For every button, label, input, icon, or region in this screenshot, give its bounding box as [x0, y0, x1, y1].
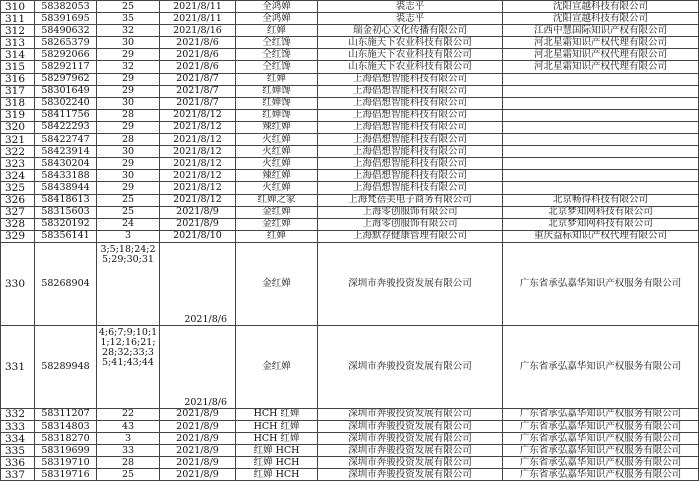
class-number-cell: 25 — [97, 206, 160, 218]
agency-name-cell: 广东省承弘嘉华知识产权服务有限公司 — [503, 433, 699, 445]
registration-number-cell: 58382053 — [35, 1, 97, 13]
row-number-cell: 321 — [1, 134, 35, 146]
agency-name-cell — [503, 158, 699, 170]
trademark-name-cell: 火红婵 — [236, 158, 318, 170]
agency-name-cell: 北京梦知网科技有限公司 — [503, 206, 699, 218]
trademark-name-cell: HCH 红婵 — [236, 420, 318, 432]
applicant-name-cell: 深圳市奔骏投资发展有限公司 — [318, 433, 503, 445]
class-number-cell: 29 — [97, 49, 160, 61]
trademark-name-cell: 红婵 HCH — [236, 445, 318, 457]
trademark-name-cell: 红婵馋 — [236, 85, 318, 97]
agency-name-cell: 沈阳宣越科技有限公司 — [503, 1, 699, 13]
table-row — [1, 97, 699, 109]
registration-number-cell: 58438944 — [35, 182, 97, 194]
registration-number-cell: 58318270 — [35, 433, 97, 445]
agency-name-cell — [503, 97, 699, 109]
agency-name-cell: 重庆益标知识产权代理有限公司 — [503, 230, 699, 242]
agency-name-cell: 北京畅得科技有限公司 — [503, 194, 699, 206]
applicant-name-cell: 深圳市奔骏投资发展有限公司 — [318, 420, 503, 432]
applicant-name-cell: 上海倡想智能科技有限公司 — [318, 170, 503, 182]
table-row — [1, 73, 699, 85]
class-number-cell: 4;6;7;9;10;11;12;16;21;28;32;33;35;41;43;44 — [97, 325, 160, 408]
registration-number-cell: 58311207 — [35, 408, 97, 420]
row-number-cell: 328 — [1, 218, 35, 230]
registration-number-cell: 58314803 — [35, 420, 97, 432]
application-date-cell: 2021/8/9 — [160, 420, 236, 432]
row-number-cell: 320 — [1, 121, 35, 133]
row-number-cell: 335 — [1, 445, 35, 457]
registration-number-cell: 58490632 — [35, 25, 97, 37]
applicant-name-cell: 上海零创服饰有限公司 — [318, 206, 503, 218]
trademark-name-cell: 红婵 — [236, 230, 318, 242]
row-number-cell: 313 — [1, 37, 35, 49]
trademark-name-cell: 红婵馋 — [236, 97, 318, 109]
application-date-cell: 2021/8/9 — [160, 206, 236, 218]
row-number-cell: 330 — [1, 242, 35, 325]
class-number-cell: 29 — [97, 85, 160, 97]
applicant-name-cell: 裘志平 — [318, 13, 503, 25]
registration-number-cell: 58411756 — [35, 109, 97, 121]
application-date-cell: 2021/8/12 — [160, 182, 236, 194]
table-row — [1, 242, 699, 325]
application-date-cell: 2021/8/6 — [160, 37, 236, 49]
registration-number-cell: 58356141 — [35, 230, 97, 242]
table-row — [1, 158, 699, 170]
applicant-name-cell: 上海倡想智能科技有限公司 — [318, 121, 503, 133]
class-number-cell: 3 — [97, 433, 160, 445]
application-date-cell: 2021/8/6 — [160, 325, 236, 408]
agency-name-cell — [503, 121, 699, 133]
registration-number-cell: 58315603 — [35, 206, 97, 218]
registration-number-cell: 58265379 — [35, 37, 97, 49]
row-number-cell: 311 — [1, 13, 35, 25]
row-number-cell: 317 — [1, 85, 35, 97]
applicant-name-cell: 上海倡想智能科技有限公司 — [318, 85, 503, 97]
registration-number-cell: 58319699 — [35, 445, 97, 457]
registration-number-cell: 58297962 — [35, 73, 97, 85]
row-number-cell: 333 — [1, 420, 35, 432]
table-row — [1, 49, 699, 61]
agency-name-cell: 广东省承弘嘉华知识产权服务有限公司 — [503, 325, 699, 408]
row-number-cell: 336 — [1, 457, 35, 469]
row-number-cell: 332 — [1, 408, 35, 420]
row-number-cell: 331 — [1, 325, 35, 408]
table-row — [1, 218, 699, 230]
application-date-cell: 2021/8/12 — [160, 134, 236, 146]
table-row — [1, 146, 699, 158]
class-number-cell: 22 — [97, 408, 160, 420]
application-date-cell: 2021/8/9 — [160, 469, 236, 481]
row-number-cell: 325 — [1, 182, 35, 194]
applicant-name-cell: 上海倡想智能科技有限公司 — [318, 146, 503, 158]
application-date-cell: 2021/8/9 — [160, 218, 236, 230]
application-date-cell: 2021/8/12 — [160, 194, 236, 206]
application-date-cell: 2021/8/9 — [160, 457, 236, 469]
row-number-cell: 322 — [1, 146, 35, 158]
agency-name-cell: 广东省承弘嘉华知识产权服务有限公司 — [503, 242, 699, 325]
row-number-cell: 326 — [1, 194, 35, 206]
registration-number-cell: 58289948 — [35, 325, 97, 408]
trademark-name-cell: 火红婵 — [236, 134, 318, 146]
agency-name-cell: 河北星霜知识产权代理有限公司 — [503, 61, 699, 73]
class-number-cell: 30 — [97, 37, 160, 49]
class-number-cell: 32 — [97, 25, 160, 37]
applicant-name-cell: 上海倡想智能科技有限公司 — [318, 182, 503, 194]
agency-name-cell: 广东省承弘嘉华知识产权服务有限公司 — [503, 408, 699, 420]
trademark-name-cell: HCH 红婵 — [236, 433, 318, 445]
trademark-name-cell: 金红婵 — [236, 325, 318, 408]
application-date-cell: 2021/8/9 — [160, 408, 236, 420]
trademark-name-cell: 火红婵 — [236, 146, 318, 158]
registration-number-cell: 58301649 — [35, 85, 97, 97]
table-row — [1, 13, 699, 25]
agency-name-cell — [503, 134, 699, 146]
agency-name-cell: 河北星霜知识产权代理有限公司 — [503, 49, 699, 61]
registration-number-cell: 58292117 — [35, 61, 97, 73]
applicant-name-cell: 山东施天下农业科技有限公司 — [318, 37, 503, 49]
applicant-name-cell: 深圳市奔骏投资发展有限公司 — [318, 469, 503, 481]
applicant-name-cell: 上海倡想智能科技有限公司 — [318, 158, 503, 170]
application-date-cell: 2021/8/11 — [160, 13, 236, 25]
table-row — [1, 194, 699, 206]
applicant-name-cell: 山东施天下农业科技有限公司 — [318, 61, 503, 73]
application-date-cell: 2021/8/12 — [160, 170, 236, 182]
application-date-cell: 2021/8/9 — [160, 445, 236, 457]
row-number-cell: 319 — [1, 109, 35, 121]
table-row — [1, 85, 699, 97]
row-number-cell: 323 — [1, 158, 35, 170]
row-number-cell: 310 — [1, 1, 35, 13]
table-row — [1, 230, 699, 242]
table-row — [1, 433, 699, 445]
class-number-cell: 43 — [97, 420, 160, 432]
application-date-cell: 2021/8/12 — [160, 121, 236, 133]
agency-name-cell: 北京梦知网科技有限公司 — [503, 218, 699, 230]
agency-name-cell: 广东省承弘嘉华知识产权服务有限公司 — [503, 457, 699, 469]
trademark-name-cell: 红婵 HCH — [236, 457, 318, 469]
table-row — [1, 206, 699, 218]
applicant-name-cell: 上海倡想智能科技有限公司 — [318, 97, 503, 109]
row-number-cell: 329 — [1, 230, 35, 242]
class-number-cell: 32 — [97, 61, 160, 73]
registration-number-cell: 58422747 — [35, 134, 97, 146]
trademark-name-cell: 红婵 — [236, 73, 318, 85]
agency-name-cell — [503, 146, 699, 158]
class-number-cell: 25 — [97, 469, 160, 481]
trademark-name-cell: 红婵 — [236, 25, 318, 37]
table-row — [1, 408, 699, 420]
trademark-name-cell: 辣红婵 — [236, 121, 318, 133]
class-number-cell: 28 — [97, 109, 160, 121]
registration-number-cell: 58418613 — [35, 194, 97, 206]
class-number-cell: 25 — [97, 1, 160, 13]
registration-number-cell: 58319710 — [35, 457, 97, 469]
applicant-name-cell: 深圳市奔骏投资发展有限公司 — [318, 445, 503, 457]
class-number-cell: 28 — [97, 134, 160, 146]
agency-name-cell: 河北星霜知识产权代理有限公司 — [503, 37, 699, 49]
table-row — [1, 457, 699, 469]
trademark-name-cell: 金红婵 — [236, 242, 318, 325]
trademark-name-cell: 仝红馋 — [236, 61, 318, 73]
agency-name-cell — [503, 109, 699, 121]
application-date-cell: 2021/8/6 — [160, 242, 236, 325]
trademark-name-cell: 红婵之家 — [236, 194, 318, 206]
application-date-cell: 2021/8/10 — [160, 230, 236, 242]
applicant-name-cell: 山东施天下农业科技有限公司 — [318, 49, 503, 61]
row-number-cell: 334 — [1, 433, 35, 445]
applicant-name-cell: 上海梵蓓美电子商务有限公司 — [318, 194, 503, 206]
class-number-cell: 35 — [97, 13, 160, 25]
table-row — [1, 420, 699, 432]
agency-name-cell — [503, 170, 699, 182]
table-row — [1, 121, 699, 133]
trademark-name-cell: 全鸿婵 — [236, 13, 318, 25]
registration-number-cell: 58430204 — [35, 158, 97, 170]
applicant-name-cell: 深圳市奔骏投资发展有限公司 — [318, 408, 503, 420]
agency-name-cell — [503, 73, 699, 85]
table-body — [1, 1, 699, 481]
applicant-name-cell: 深圳市奔骏投资发展有限公司 — [318, 457, 503, 469]
applicant-name-cell: 裘志平 — [318, 1, 503, 13]
table-row — [1, 109, 699, 121]
class-number-cell: 3;5;18;24;25;29;30;31 — [97, 242, 160, 325]
table-row — [1, 182, 699, 194]
agency-name-cell: 广东省承弘嘉华知识产权服务有限公司 — [503, 420, 699, 432]
applicant-name-cell: 上海零创服饰有限公司 — [318, 218, 503, 230]
table-row — [1, 134, 699, 146]
table-row — [1, 445, 699, 457]
registration-number-cell: 58433188 — [35, 170, 97, 182]
agency-name-cell: 沈阳宣越科技有限公司 — [503, 13, 699, 25]
applicant-name-cell: 深圳市奔骏投资发展有限公司 — [318, 242, 503, 325]
application-date-cell: 2021/8/6 — [160, 61, 236, 73]
application-date-cell: 2021/8/6 — [160, 49, 236, 61]
row-number-cell: 314 — [1, 49, 35, 61]
table-row — [1, 1, 699, 13]
trademark-name-cell: 金红婵 — [236, 218, 318, 230]
application-date-cell: 2021/8/12 — [160, 158, 236, 170]
applicant-name-cell: 深圳市奔骏投资发展有限公司 — [318, 325, 503, 408]
trademark-name-cell: 红婵馋 — [236, 109, 318, 121]
registration-number-cell: 58292066 — [35, 49, 97, 61]
registration-number-cell: 58319716 — [35, 469, 97, 481]
row-number-cell: 312 — [1, 25, 35, 37]
trademark-name-cell: 金红婵 — [236, 206, 318, 218]
class-number-cell: 25 — [97, 194, 160, 206]
table-row — [1, 61, 699, 73]
table-row — [1, 170, 699, 182]
row-number-cell: 318 — [1, 97, 35, 109]
class-number-cell: 3 — [97, 230, 160, 242]
table-row — [1, 325, 699, 408]
trademark-name-cell: 火红婵 — [236, 182, 318, 194]
agency-name-cell: 广东省承弘嘉华知识产权服务有限公司 — [503, 445, 699, 457]
registration-number-cell: 58302240 — [35, 97, 97, 109]
registration-number-cell: 58391695 — [35, 13, 97, 25]
class-number-cell: 29 — [97, 121, 160, 133]
trademark-name-cell: 辣红婵 — [236, 170, 318, 182]
class-number-cell: 29 — [97, 73, 160, 85]
application-date-cell: 2021/8/7 — [160, 97, 236, 109]
class-number-cell: 24 — [97, 218, 160, 230]
registration-number-cell: 58423914 — [35, 146, 97, 158]
row-number-cell: 315 — [1, 61, 35, 73]
application-date-cell: 2021/8/7 — [160, 85, 236, 97]
applicant-name-cell: 上海默存健康管理有限公司 — [318, 230, 503, 242]
registration-number-cell: 58268904 — [35, 242, 97, 325]
applicant-name-cell: 上海倡想智能科技有限公司 — [318, 73, 503, 85]
row-number-cell: 316 — [1, 73, 35, 85]
class-number-cell: 30 — [97, 97, 160, 109]
table-row — [1, 37, 699, 49]
row-number-cell: 337 — [1, 469, 35, 481]
application-date-cell: 2021/8/11 — [160, 1, 236, 13]
class-number-cell: 28 — [97, 457, 160, 469]
application-date-cell: 2021/8/7 — [160, 73, 236, 85]
agency-name-cell — [503, 85, 699, 97]
table-row — [1, 25, 699, 37]
class-number-cell: 29 — [97, 182, 160, 194]
class-number-cell: 30 — [97, 146, 160, 158]
agency-name-cell: 广东省承弘嘉华知识产权服务有限公司 — [503, 469, 699, 481]
applicant-name-cell: 上海倡想智能科技有限公司 — [318, 109, 503, 121]
application-date-cell: 2021/8/12 — [160, 146, 236, 158]
class-number-cell: 33 — [97, 445, 160, 457]
registration-number-cell: 58422293 — [35, 121, 97, 133]
registration-number-cell: 58320192 — [35, 218, 97, 230]
trademark-name-cell: 仝红馋 — [236, 37, 318, 49]
applicant-name-cell: 上海倡想智能科技有限公司 — [318, 134, 503, 146]
class-number-cell: 30 — [97, 170, 160, 182]
class-number-cell: 29 — [97, 158, 160, 170]
row-number-cell: 327 — [1, 206, 35, 218]
trademark-name-cell: 仝红馋 — [236, 49, 318, 61]
application-date-cell: 2021/8/16 — [160, 25, 236, 37]
trademark-name-cell: HCH 红婵 — [236, 408, 318, 420]
trademark-name-cell: 红婵 HCH — [236, 469, 318, 481]
application-date-cell: 2021/8/9 — [160, 433, 236, 445]
applicant-name-cell: 瑞金初心文化传播有限公司 — [318, 25, 503, 37]
agency-name-cell — [503, 182, 699, 194]
agency-name-cell: 江西中慧国际知识产权有限公司 — [503, 25, 699, 37]
row-number-cell: 324 — [1, 170, 35, 182]
application-date-cell: 2021/8/12 — [160, 109, 236, 121]
trademark-name-cell: 全鸿婵 — [236, 1, 318, 13]
